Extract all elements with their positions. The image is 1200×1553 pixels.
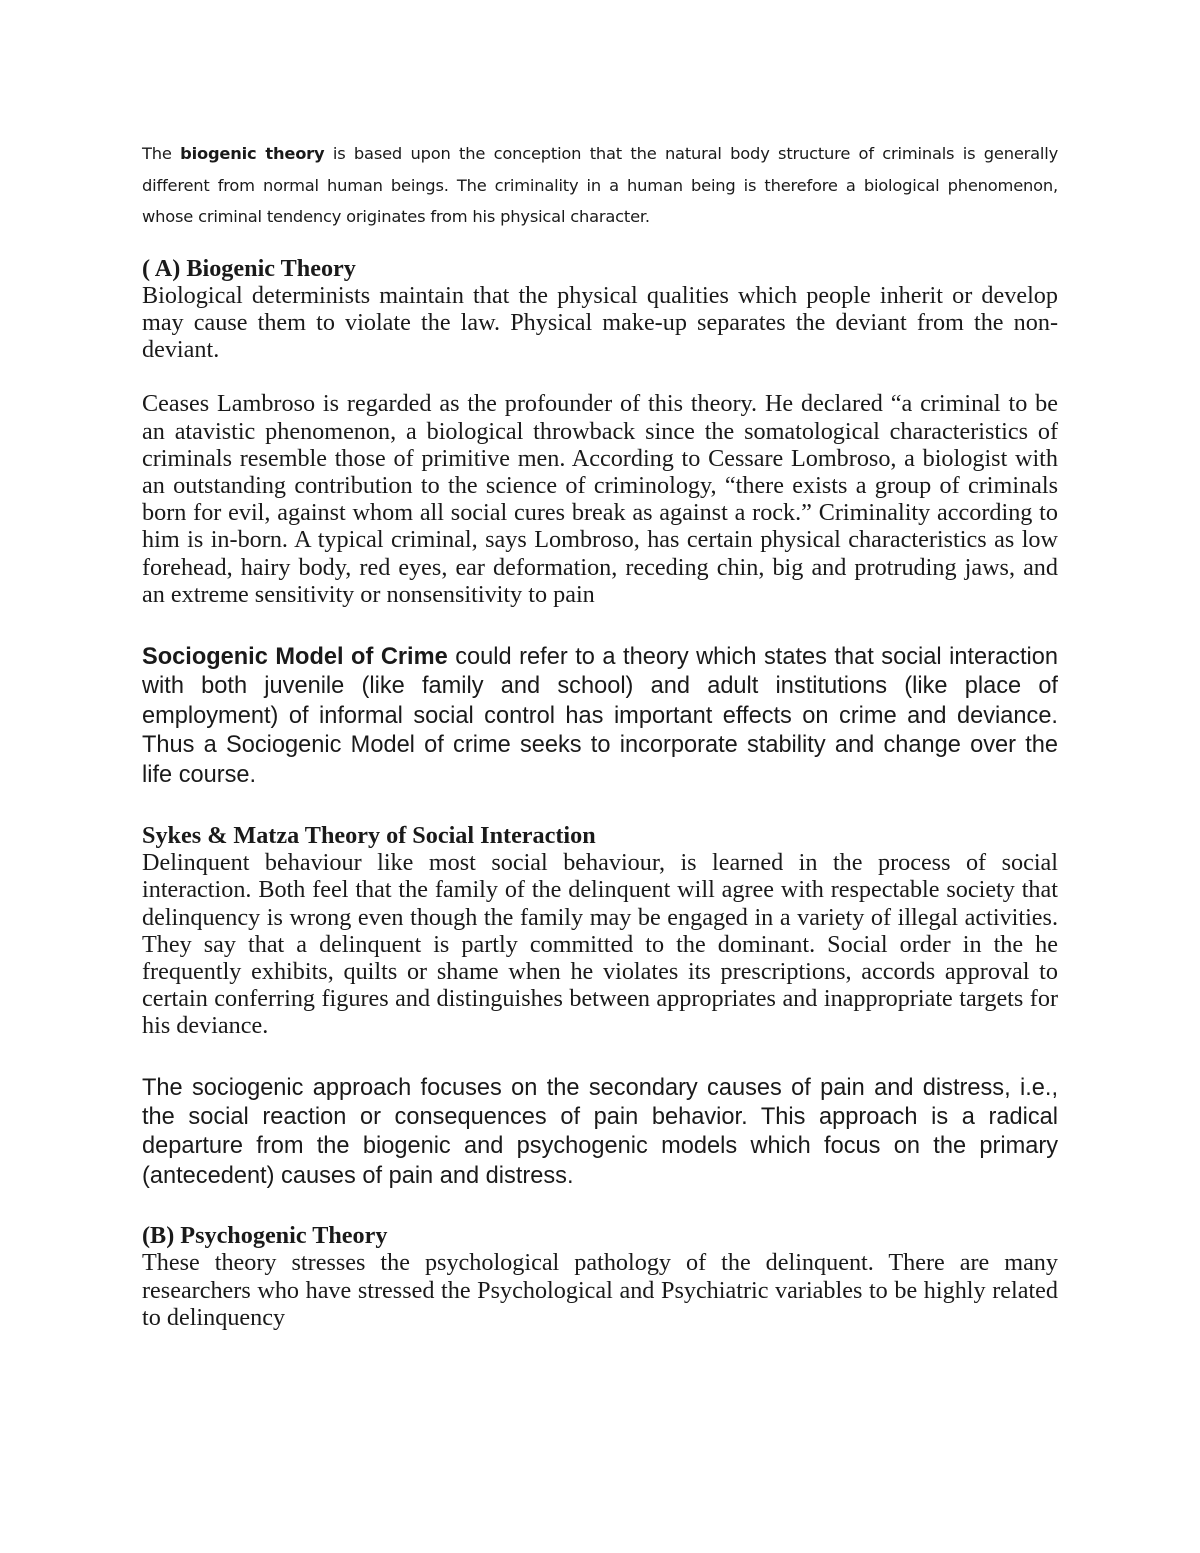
psychogenic-section [142,1222,1058,1331]
sociogenic-approach-paragraph: The sociogenic approach focuses on the secondary causes of pain and distress, i.e., the social reaction or consequences of pain behavior. This approach is a radical departure from the biogenic and psychogenic models which focus on the primary (antecedent) causes of pain and distress. [142,1074,1058,1189]
psychogenic-heading: (B) Psychogenic Theory [142,1222,388,1250]
psychogenic-paragraph: These theory stresses the psychological pathology of the delinquent. There are many researchers who have stressed the Psychological and Psychiatric variables to be highly related to delinquency [142,1249,1058,1331]
sykes-matza-section [142,822,1058,1040]
intro-lead: The [142,144,172,163]
sociogenic-model-paragraph [142,643,1058,790]
intro-bold-term: biogenic theory [180,144,325,163]
sociogenic-model-term: Sociogenic Model of Crime [142,643,448,670]
intro-rest: is based upon the conception that the natural body structure of criminals is generally different from normal human beings. The criminality in a human being is therefore a biological phenomenon, whose criminal tendency originates from his physical character. [142,144,1059,226]
sociogenic-model-rest: could refer to a theory which states that social interaction with both juvenile (like family and school) and adult institutions (like place of employment) of informal social control has important effects on crime and deviance. Thus a Sociogenic Model of crime seeks to incorporate stability and change over the life course. [142,643,1058,788]
biogenic-paragraph-2: Ceases Lambroso is regarded as the profounder of this theory. He declared “a criminal to be an atavistic phenomenon, a biological throwback since the somatological characteristics of criminals resemble those of primitive men. According to Cessare Lombroso, a biologist with an outstanding contribution to the science of criminology, “there exists a group of criminals born for evil, against whom all social cures break as against a rock.” Criminality according to him is in-born. A typical criminal, says Lombroso, has certain physical characteristics as low forehead, hairy body, red eyes, ear deformation, receding chin, big and protruding jaws, and an extreme sensitivity or nonsensitivity to pain [142,390,1058,608]
biogenic-heading: ( A) Biogenic Theory [142,254,356,282]
intro-paragraph [142,138,1058,233]
sykes-matza-paragraph: Delinquent behaviour like most social behaviour, is learned in the process of social interaction. Both feel that the family of the delinquent will agree with respectable society that delinquency is wrong even though the family may be engaged in a variety of illegal activities. They say that a delinquent is partly committed to the dominant. Social order in the he frequently exhibits, quilts or shame when he violates its prescriptions, accords approval to certain conferring figures and distinguishes between appropriates and inappropriate targets for his deviance. [142,849,1058,1040]
biogenic-paragraph-1: Biological determinists maintain that the physical qualities which people inherit or develop may cause them to violate the law. Physical make-up separates the deviant from the non-deviant. [142,281,1058,364]
document-page [142,138,1058,1331]
biogenic-section [142,255,1058,608]
sykes-matza-heading: Sykes & Matza Theory of Social Interaction [142,821,596,849]
